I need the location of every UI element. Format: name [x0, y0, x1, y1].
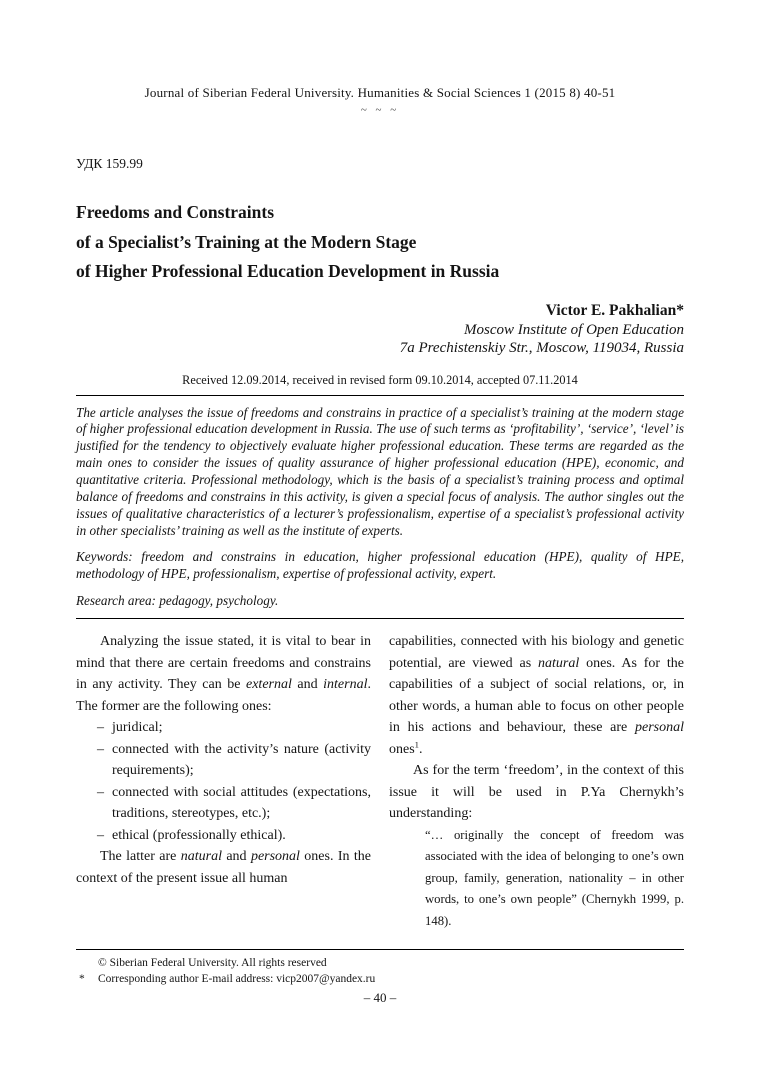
- research-area-text: Research area: pedagogy, psychology.: [76, 592, 279, 608]
- body-column-right: [389, 631, 684, 932]
- list-item-text: connected with social attitudes (expectations, traditions, stereotypes, etc.);: [112, 784, 371, 822]
- affiliation-line: Moscow Institute of Open Education: [464, 321, 684, 338]
- title-line: Freedoms and Constraints: [76, 202, 275, 222]
- list-dash: –: [97, 741, 104, 757]
- page-number: – 40 –: [363, 990, 397, 1005]
- list-item: [76, 782, 371, 825]
- footnote-asterisk: *: [79, 972, 85, 985]
- author-name: Victor E. Pakhalian*: [545, 301, 684, 319]
- title-line: of Higher Professional Education Development in Russia: [76, 261, 500, 281]
- udc-code: УДК 159.99: [76, 156, 143, 171]
- affiliation-line: 7a Prechistenskiy Str., Moscow, 119034, Russia: [399, 340, 684, 356]
- list-item: [76, 825, 371, 847]
- list-item: [76, 717, 371, 739]
- list-dash: –: [97, 784, 104, 800]
- body-column-left: [76, 631, 371, 932]
- header-ornament: ~ ~ ~: [360, 104, 400, 116]
- list-item-text: ethical (professionally ethical).: [112, 827, 286, 843]
- title-line: of a Specialist’s Training at the Modern Stage: [76, 231, 417, 252]
- paper-title: [76, 198, 684, 287]
- divider-rule-abstract: [76, 618, 684, 619]
- divider-rule-top: [76, 395, 684, 396]
- list-item: [76, 739, 371, 782]
- corresponding-author-note: [76, 972, 684, 988]
- list-dash: –: [97, 827, 104, 843]
- list-dash: –: [97, 720, 104, 736]
- body-paragraph: As for the term ‘freedom’, in the context of this issue it will be used in P.Ya Chernykh’s understanding:: [389, 763, 684, 822]
- journal-header: Journal of Siberian Federal University. Humanities & Social Sciences 1 (2015 8) 40-51: [144, 85, 616, 100]
- abstract-text: The article analyses the issue of freedoms and constrains in practice of a specialist’s training at the modern stage of higher professional education development in Russia. The use of such terms as ‘profitability’, ‘service’, ‘level’ is justified for the tendency to objectively evaluate higher professional education. These terms are regarded as the main ones to consider the issues of quality assurance of higher professional education (HPE), economic, and quantitative criteria. Professional methodology, which is the basis of a specialist’s training process and optimal balance of freedoms and constrains in this activity, is given a special focus of analysis. The author singles out the issues of qualitative characteristics of a lecturer’s professionalism, expertise of a specialist’s professional activity in other specialists’ training as well as the institute of experts.: [76, 404, 684, 538]
- body-columns: [76, 631, 684, 932]
- footnotes: [76, 949, 684, 987]
- body-paragraph: capabilities, connected with his biology and genetic potential, are viewed as natural ones. As for the capabilities of a subject of social relations, or, in other words, a human able to focus on other people in his actions and behaviour, these are personal ones$^1$.: [389, 634, 684, 757]
- block-quote: “… originally the concept of freedom was associated with the idea of belonging to one’s own group, family, generation, nationality – in other words, to one’s own people” (Chernykh 1999, p. 148).: [425, 827, 684, 928]
- received-dates: Received 12.09.2014, received in revised form 09.10.2014, accepted 07.11.2014: [182, 372, 578, 387]
- body-paragraph: Analyzing the issue stated, it is vital to bear in mind that there are certain freedoms and constrains in any activity. They can be external and internal. The former are the following ones:: [76, 634, 371, 714]
- list-item-text: juridical;: [112, 720, 163, 736]
- list-item-text: connected with the activity’s nature (activity requirements);: [112, 741, 371, 779]
- body-paragraph: The latter are natural and personal ones. In the context of the present issue all human: [76, 849, 371, 886]
- copyright-note: © Siberian Federal University. All rights reserved: [98, 957, 327, 969]
- author-affiliation: [76, 321, 684, 358]
- corresponding-author-text: Corresponding author E-mail address: vicp2007@yandex.ru: [98, 972, 376, 985]
- keywords-text: Keywords: freedom and constrains in education, higher professional education (HPE), quality of HPE, methodology of HPE, professionalism, expertise of professional activity, expert.: [76, 548, 684, 581]
